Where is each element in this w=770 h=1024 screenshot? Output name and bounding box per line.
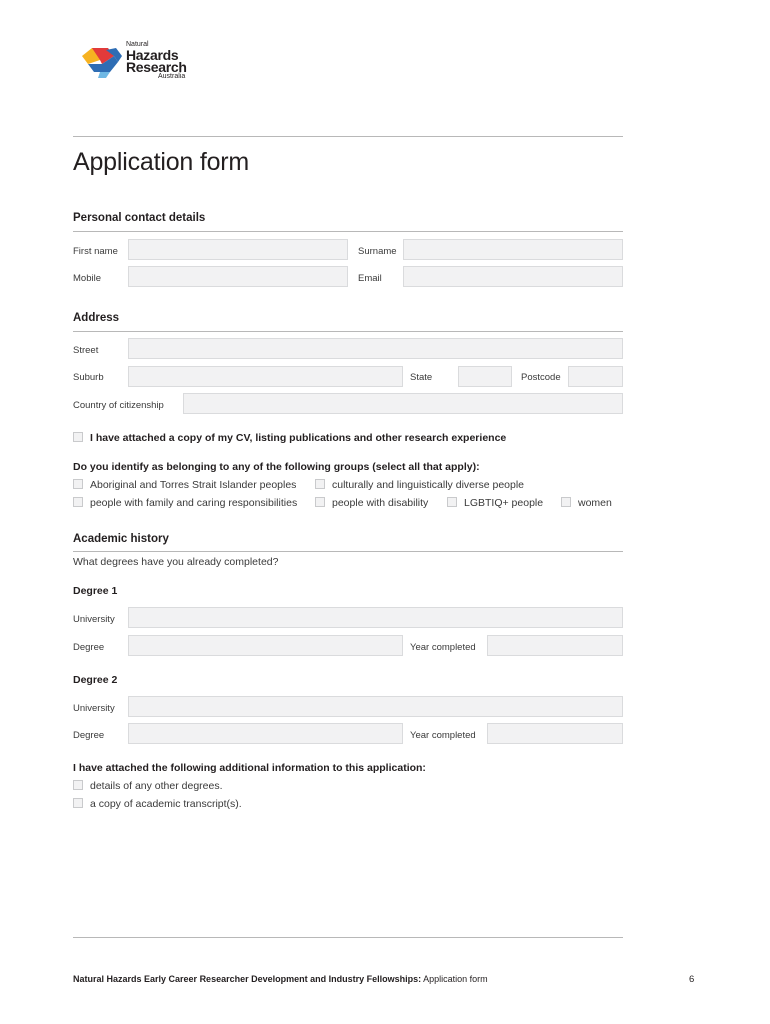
group-label-aboriginal: Aboriginal and Torres Strait Islander peoples bbox=[90, 479, 297, 491]
email-label: Email bbox=[358, 273, 382, 284]
group-checkbox-women[interactable] bbox=[561, 497, 571, 507]
degree1-year-field[interactable] bbox=[487, 635, 623, 656]
personal-heading: Personal contact details bbox=[73, 212, 206, 224]
personal-divider bbox=[73, 231, 623, 232]
page-title: Application form bbox=[73, 148, 250, 176]
group-checkbox-disability[interactable] bbox=[315, 497, 325, 507]
surname-label: Surname bbox=[358, 246, 397, 257]
state-label: State bbox=[410, 372, 433, 383]
cv-checkbox[interactable] bbox=[73, 432, 83, 442]
footer-text bbox=[73, 974, 488, 984]
degree1-university-label: University bbox=[73, 614, 115, 625]
degree2-university-label: University bbox=[73, 703, 115, 714]
street-label: Street bbox=[73, 345, 99, 356]
group-label-cald: culturally and linguistically diverse people bbox=[332, 479, 525, 491]
group-label-lgbtiq: LGBTIQ+ people bbox=[464, 497, 544, 509]
additional-label-transcript: a copy of academic transcript(s). bbox=[90, 798, 242, 810]
page-number: 6 bbox=[689, 974, 695, 985]
additional-label-degrees: details of any other degrees. bbox=[90, 780, 223, 792]
header-divider bbox=[73, 136, 623, 137]
country-label: Country of citizenship bbox=[73, 400, 164, 411]
address-heading: Address bbox=[73, 312, 120, 324]
logo-line1: Natural bbox=[126, 41, 149, 48]
group-checkbox-cald[interactable] bbox=[315, 479, 325, 489]
logo-line2: Hazards bbox=[126, 47, 179, 63]
degree2-year-field[interactable] bbox=[487, 723, 623, 744]
suburb-label: Suburb bbox=[73, 372, 104, 383]
groups-question: Do you identify as belonging to any of the following groups (select all that apply): bbox=[73, 461, 480, 473]
group-checkbox-aboriginal[interactable] bbox=[73, 479, 83, 489]
academic-heading: Academic history bbox=[73, 533, 169, 545]
degree2-year-label: Year completed bbox=[410, 730, 476, 741]
degree1-degree-field[interactable] bbox=[128, 635, 403, 656]
degree2-university-field[interactable] bbox=[128, 696, 623, 717]
degree2-degree-label: Degree bbox=[73, 730, 105, 741]
cv-checkbox-label: I have attached a copy of my CV, listing publications and other research experience bbox=[90, 432, 507, 444]
first-name-label: First name bbox=[73, 246, 118, 257]
degree1-degree-label: Degree bbox=[73, 642, 105, 653]
additional-checkbox-degrees[interactable] bbox=[73, 780, 83, 790]
country-field[interactable] bbox=[183, 393, 623, 414]
footer-normal-text: Application form bbox=[423, 974, 488, 984]
degree2-heading: Degree 2 bbox=[73, 674, 118, 686]
footer-divider bbox=[73, 937, 623, 938]
logo-line3: Research bbox=[126, 59, 187, 75]
degree1-year-label: Year completed bbox=[410, 642, 476, 653]
mobile-label: Mobile bbox=[73, 273, 101, 284]
state-field[interactable] bbox=[458, 366, 512, 387]
academic-divider bbox=[73, 551, 623, 552]
degree1-university-field[interactable] bbox=[128, 607, 623, 628]
address-divider bbox=[73, 331, 623, 332]
degree1-heading: Degree 1 bbox=[73, 585, 118, 597]
footer-bold-text: Natural Hazards Early Career Researcher Development and Industry Fellowships: bbox=[73, 974, 422, 984]
additional-checkbox-transcript[interactable] bbox=[73, 798, 83, 808]
first-name-field[interactable] bbox=[128, 239, 348, 260]
suburb-field[interactable] bbox=[128, 366, 403, 387]
mobile-field[interactable] bbox=[128, 266, 348, 287]
surname-field[interactable] bbox=[403, 239, 623, 260]
street-field[interactable] bbox=[128, 338, 623, 359]
postcode-label: Postcode bbox=[521, 372, 561, 383]
postcode-field[interactable] bbox=[568, 366, 623, 387]
group-label-family: people with family and caring responsibilities bbox=[90, 497, 298, 509]
academic-question: What degrees have you already completed? bbox=[73, 556, 279, 568]
group-label-disability: people with disability bbox=[332, 497, 429, 509]
logo-line4: Australia bbox=[158, 73, 186, 80]
additional-heading: I have attached the following additional information to this application: bbox=[73, 762, 426, 774]
group-checkbox-lgbtiq[interactable] bbox=[447, 497, 457, 507]
logo-wordmark bbox=[126, 41, 206, 81]
group-checkbox-family[interactable] bbox=[73, 497, 83, 507]
group-label-women: women bbox=[578, 497, 612, 509]
email-field[interactable] bbox=[403, 266, 623, 287]
degree2-degree-field[interactable] bbox=[128, 723, 403, 744]
